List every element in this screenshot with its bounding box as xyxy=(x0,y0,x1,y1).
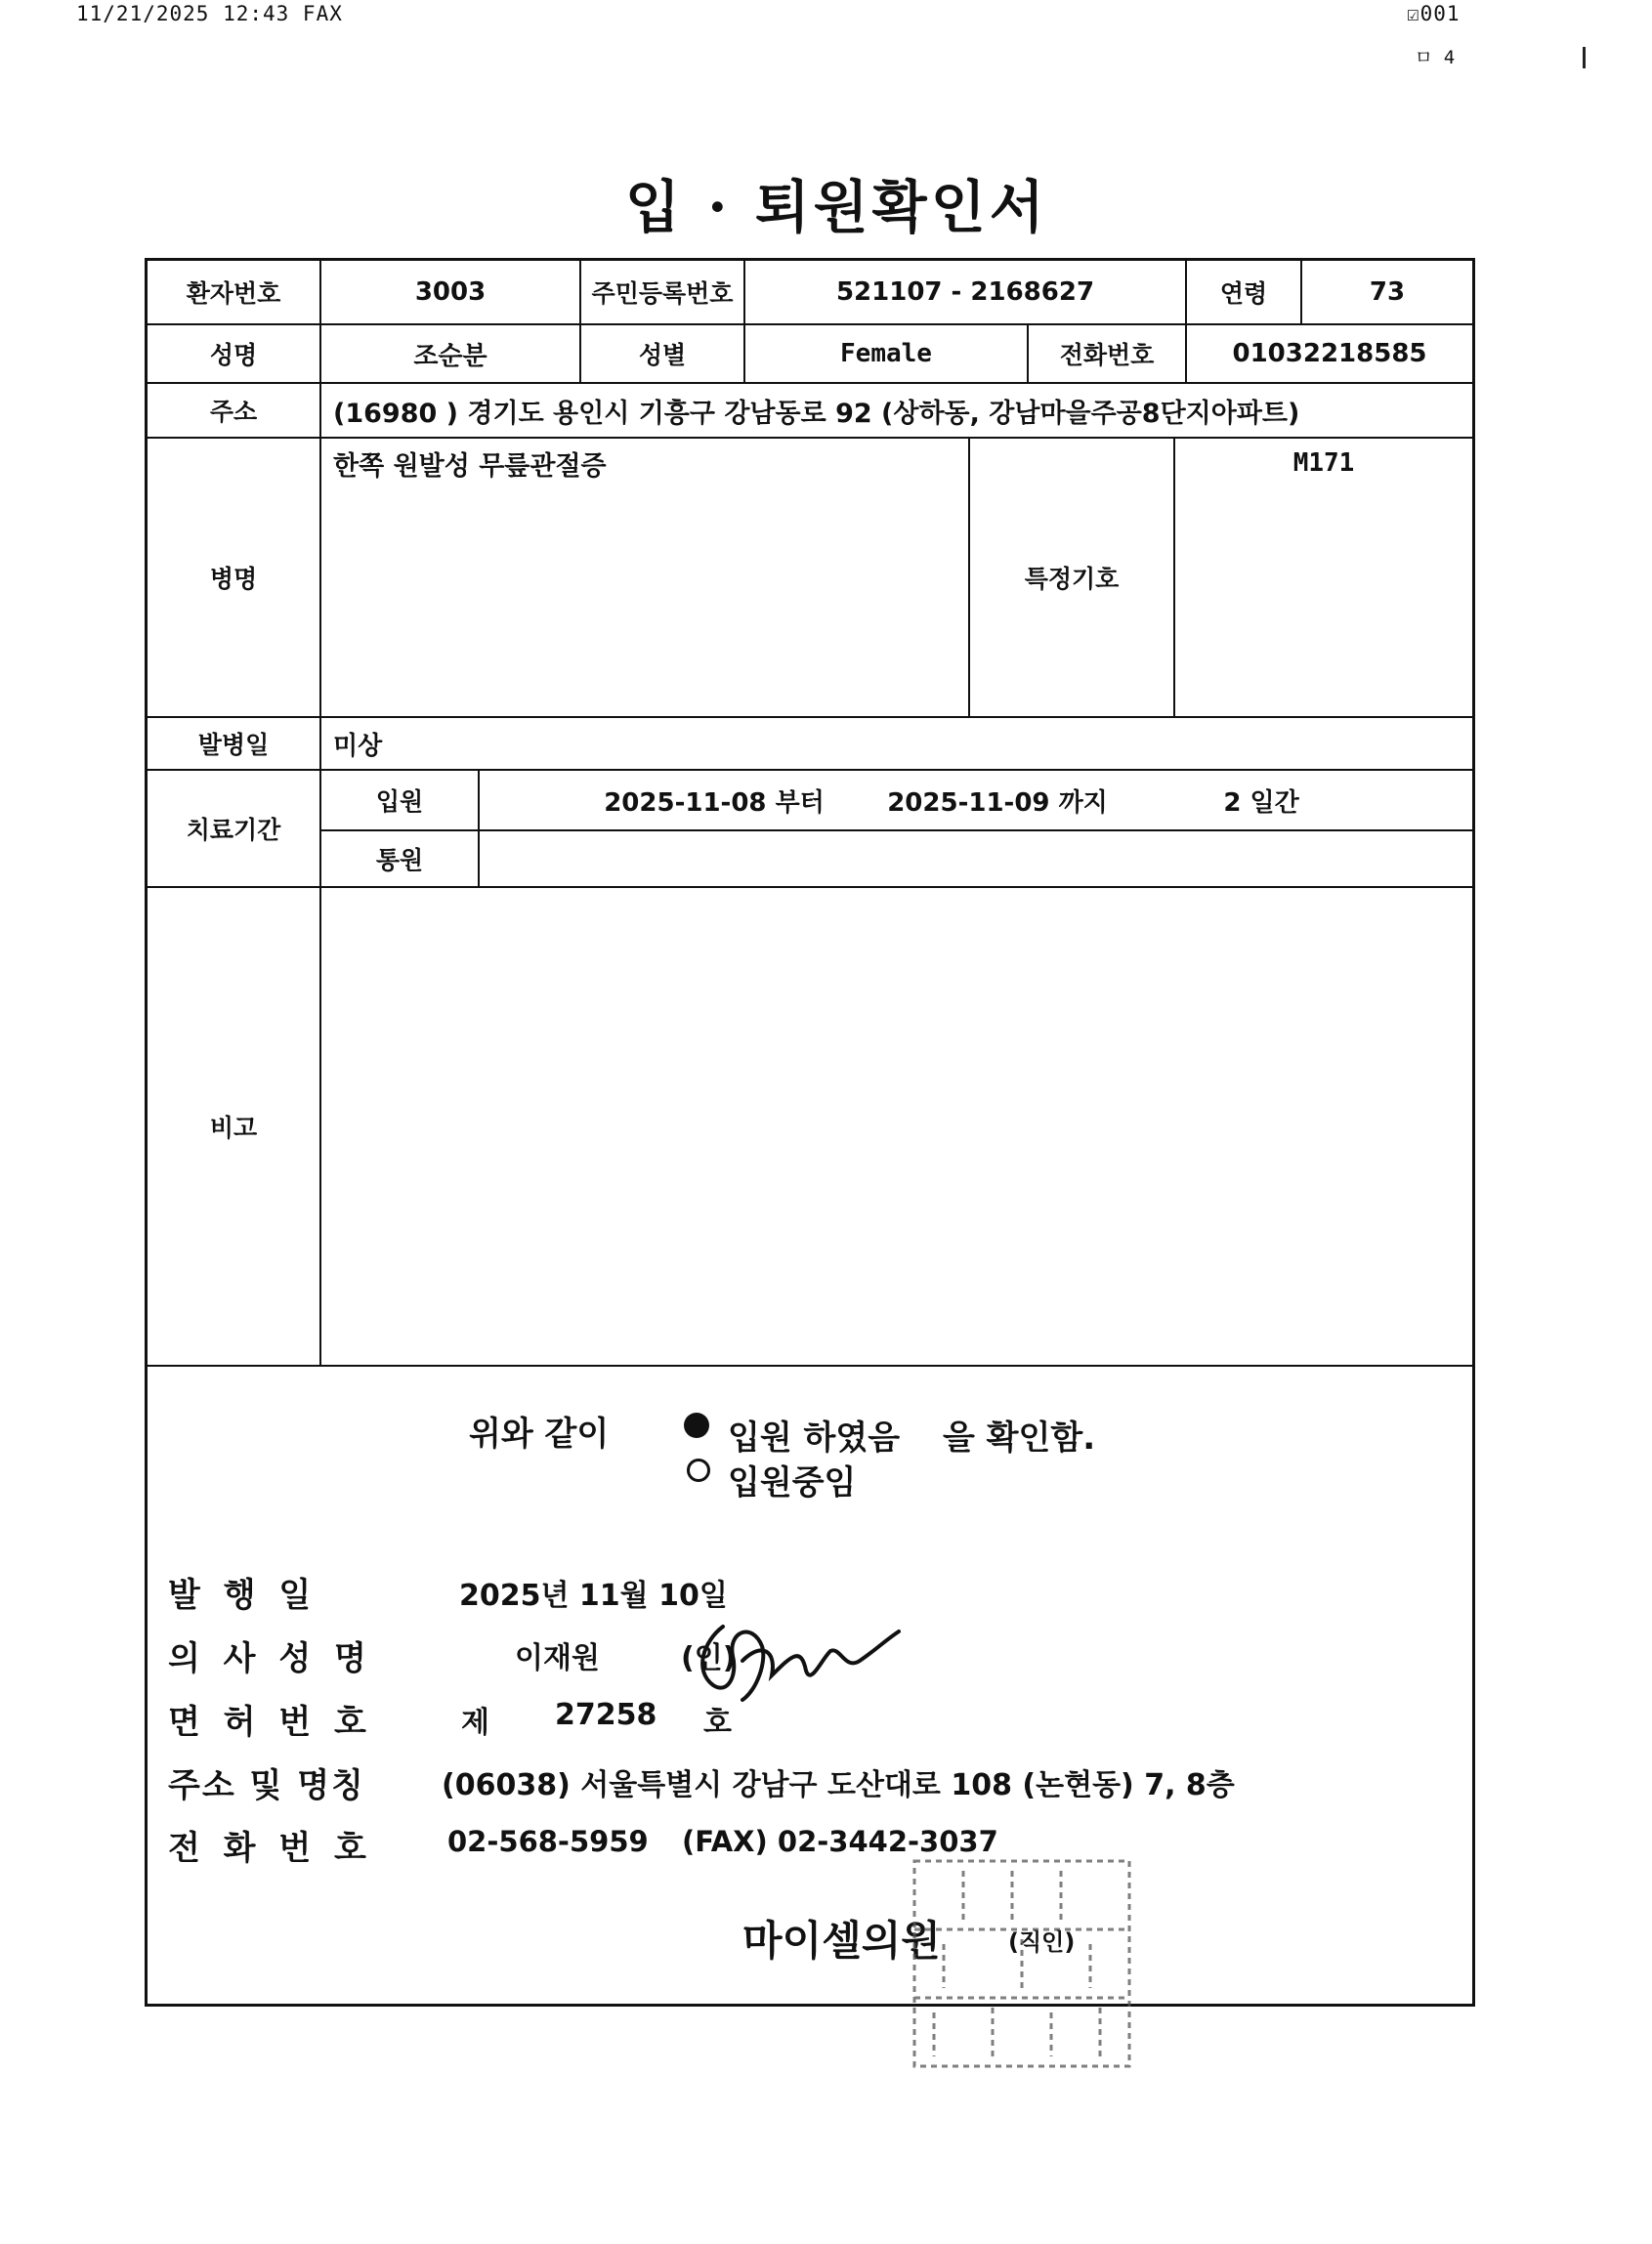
clinic-seal-label: (직인) xyxy=(1008,1928,1076,1956)
confirmation-option-selected: 입원 하였음 xyxy=(728,1418,901,1458)
fax-tick xyxy=(1583,47,1586,68)
clinic-name: 마이셀의원 xyxy=(742,1917,941,1965)
issue-date-value: 2025년 11월 10일 xyxy=(459,1579,728,1613)
fax-header: 11/21/2025 12:43 FAX xyxy=(76,2,343,25)
issue-date-label: 발 행 일 xyxy=(168,1576,318,1615)
license-number: 27258 xyxy=(555,1698,657,1732)
clinic-phone-value: 02-568-5959 xyxy=(447,1825,649,1858)
disease-value: 한쪽 원발성 무릎관절증 xyxy=(333,450,607,482)
license-label: 면 허 번 호 xyxy=(168,1703,372,1742)
phone-value: 01032218585 xyxy=(1232,339,1427,368)
special-code-value: M171 xyxy=(1292,448,1355,478)
inpatient-from: 2025-11-08 부터 xyxy=(604,787,825,818)
treatment-period-label: 치료기간 xyxy=(186,816,281,844)
sex-label: 성별 xyxy=(638,341,687,369)
certificate-form xyxy=(145,258,1475,2007)
clinic-address-value: (06038) 서울특별시 강남구 도산대로 108 (논현동) 7, 8층 xyxy=(442,1768,1235,1802)
address-label: 주소 xyxy=(209,398,258,426)
row-divider xyxy=(148,1365,1472,1367)
outpatient-value xyxy=(480,831,1472,886)
doctor-name-label: 의 사 성 명 xyxy=(168,1639,372,1678)
clinic-seal-stamp xyxy=(905,1851,1139,2076)
resident-no-label: 주민등록번호 xyxy=(591,279,734,308)
age-label: 연령 xyxy=(1219,279,1268,308)
address-value: (16980 ) 경기도 용인시 기흥구 강남동로 92 (상하동, 강남마을주공8단지아파트) xyxy=(333,398,1300,429)
doctor-seal: (인) xyxy=(681,1641,737,1675)
special-code-label: 특정기호 xyxy=(1024,565,1120,593)
phone-label: 전화번호 xyxy=(1059,341,1155,369)
name-value: 조순분 xyxy=(413,341,487,371)
fax-page-number: ☑001 xyxy=(1407,2,1461,25)
inpatient-to: 2025-11-09 까지 xyxy=(887,787,1108,818)
clinic-fax-value: (FAX) 02-3442-3037 xyxy=(682,1825,998,1858)
fax-mark: ㅁ 4 xyxy=(1415,47,1456,68)
age-value: 73 xyxy=(1369,277,1406,307)
onset-date-value: 미상 xyxy=(333,731,383,761)
inpatient-label: 입원 xyxy=(375,787,424,816)
radio-selected-icon xyxy=(684,1413,709,1438)
remarks-value xyxy=(321,888,1472,1365)
license-prefix: 제 xyxy=(461,1706,489,1740)
patient-no-value: 3003 xyxy=(414,277,487,307)
doctor-name-value: 이재원 xyxy=(515,1641,600,1675)
clinic-address-label: 주소 및 명칭 xyxy=(168,1766,365,1805)
confirmation-option-other: 입원중임 xyxy=(728,1463,857,1503)
name-label: 성명 xyxy=(209,341,258,369)
sex-value: Female xyxy=(840,339,932,368)
license-suffix: 호 xyxy=(703,1706,732,1740)
onset-date-label: 발병일 xyxy=(197,731,270,759)
radio-unselected-icon xyxy=(687,1459,710,1482)
resident-no-value: 521107 - 2168627 xyxy=(835,277,1095,307)
outpatient-label: 통원 xyxy=(375,846,424,874)
row-divider xyxy=(148,437,1472,439)
document-title: 입 · 퇴원확인서 xyxy=(625,174,1048,240)
disease-label: 병명 xyxy=(209,565,258,593)
clinic-phone-label: 전 화 번 호 xyxy=(168,1829,372,1868)
inpatient-days: 2 일간 xyxy=(1223,787,1299,818)
confirmation-suffix: 을 확인함. xyxy=(943,1418,1096,1458)
confirmation-prefix: 위와 같이 xyxy=(469,1415,610,1454)
remarks-label: 비고 xyxy=(209,1114,258,1142)
doctor-signature xyxy=(684,1602,918,1719)
patient-no-label: 환자번호 xyxy=(186,279,281,308)
